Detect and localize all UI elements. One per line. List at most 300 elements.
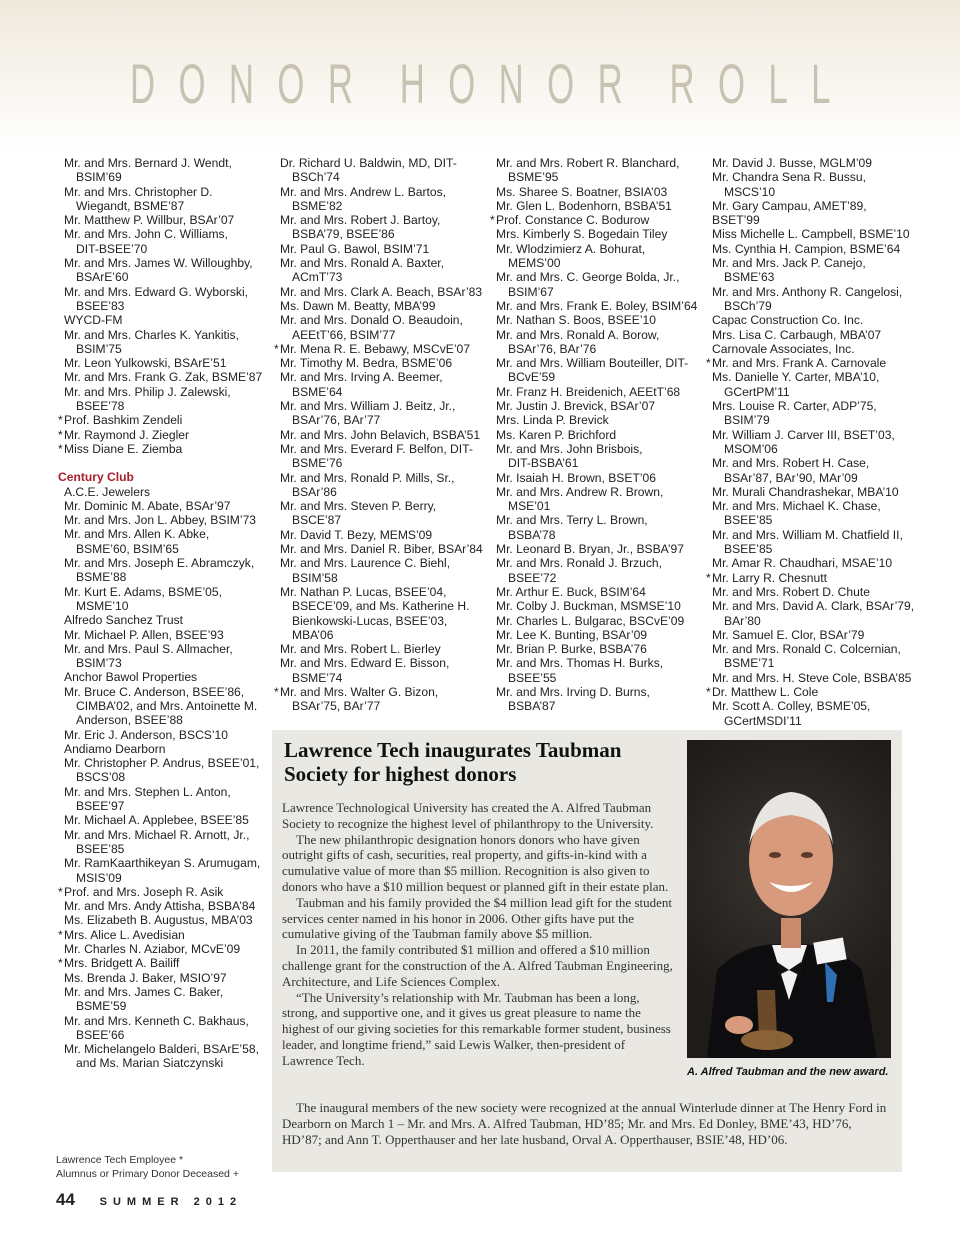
donor-line: Mr. and Mrs. Christopher D. xyxy=(64,184,213,199)
donor-line: Mr. David J. Busse, MGLM’09 xyxy=(712,156,872,170)
donor-line: BSME’64 xyxy=(292,384,343,399)
donor-line: BSEE’85 xyxy=(724,513,773,528)
donor-entry xyxy=(706,685,916,699)
donor-line: Mr. and Mrs. Edward G. Wyborski, xyxy=(64,284,249,299)
donor-entry xyxy=(58,856,268,885)
legend-deceased: Alumnus or Primary Donor Deceased + xyxy=(56,1168,239,1180)
donor-line: Mr. Lee K. Bunting, BSAr’09 xyxy=(496,627,648,642)
donor-entry xyxy=(274,399,484,428)
donor-line: Mr. Justin J. Brevick, BSAr’07 xyxy=(496,399,656,414)
employee-marker: * xyxy=(706,356,711,371)
photo-caption: A. Alfred Taubman and the new award. xyxy=(687,1066,889,1078)
donor-line: BSEE’78 xyxy=(76,399,125,414)
donor-line: Mr. and Mrs. David A. Clark, BSAr’79, xyxy=(712,599,915,614)
title-letter: O xyxy=(178,52,206,115)
donor-entry xyxy=(706,528,916,557)
donor-entry xyxy=(58,899,268,913)
donor-entry xyxy=(58,813,268,827)
portrait-illustration xyxy=(687,740,891,1058)
donor-entry xyxy=(706,313,916,327)
donor-line: MSME’10 xyxy=(76,598,129,613)
donor-line: Mr. Paul G. Bawol, BSIM’71 xyxy=(280,241,430,256)
donor-entry xyxy=(58,913,268,927)
donor-line: GCertPM’11 xyxy=(724,384,790,399)
donor-entry xyxy=(490,442,700,471)
donor-line: BSME’88 xyxy=(76,570,127,585)
donor-line: MBA’06 xyxy=(292,627,334,642)
employee-marker: * xyxy=(58,884,63,899)
donor-line: Mr. and Mrs. William J. Beitz, Jr., xyxy=(280,399,456,414)
donor-entry xyxy=(490,471,700,485)
donor-entry xyxy=(58,613,268,627)
donor-entry xyxy=(706,170,916,199)
donor-entry xyxy=(58,828,268,857)
donor-line: Mrs. Alice L. Avedisian xyxy=(64,927,185,942)
donor-line: Mrs. Bridgett A. Bailiff xyxy=(64,956,180,971)
donor-entry xyxy=(490,428,700,442)
donor-line: CIMBA’02, and Mrs. Antoinette M. xyxy=(76,698,258,713)
donor-line: WYCD-FM xyxy=(64,313,123,328)
donor-entry xyxy=(58,885,268,899)
donor-entry xyxy=(706,499,916,528)
donor-line: BSAr’76, BAr’76 xyxy=(508,341,597,356)
donor-entry xyxy=(490,270,700,299)
donor-line: Mr. RamKaarthikeyan S. Arumugam, xyxy=(64,856,261,871)
donor-entry xyxy=(706,256,916,285)
donor-entry xyxy=(58,328,268,357)
donor-line: Mr. and Mrs. Paul S. Allmacher, xyxy=(64,641,233,656)
title-letter: L xyxy=(811,52,831,115)
donor-line: Mr. and Mrs. William Bouteiller, DIT- xyxy=(496,356,689,371)
donor-line: BSECE’09, and Ms. Katherine H. xyxy=(292,599,470,614)
donor-line: Mr. Arthur E. Buck, BSIM’64 xyxy=(496,584,646,599)
donor-entry xyxy=(706,156,916,170)
donor-column-2 xyxy=(274,156,484,714)
donor-entry xyxy=(706,628,916,642)
employee-marker: * xyxy=(58,427,63,442)
donor-line: Andiamo Dearborn xyxy=(64,741,166,756)
donor-line: Mr. and Mrs. Anthony R. Cangelosi, xyxy=(712,284,903,299)
title-letter: H xyxy=(399,52,425,115)
donor-line: Mr. Bruce C. Anderson, BSEE’86, xyxy=(64,684,245,699)
donor-entry xyxy=(490,556,700,585)
donor-line: Mr. Dominic M. Abate, BSAr’97 xyxy=(64,498,231,513)
donor-line: GCertMSDI’11 xyxy=(724,713,802,728)
donor-entry xyxy=(706,428,916,457)
title-letter: O xyxy=(717,52,746,115)
donor-entry xyxy=(490,585,700,599)
donor-line: BSEE’97 xyxy=(76,799,125,814)
donor-line: AEEtT’66, BSIM’77 xyxy=(292,327,396,342)
donor-line: BSIM’73 xyxy=(76,656,122,671)
donor-line: BSME’74 xyxy=(292,670,343,685)
donor-line: Mr. and Mrs. James C. Baker, xyxy=(64,984,224,999)
donor-line: Mr. and Mrs. H. Steve Cole, BSBA’85 xyxy=(712,670,912,685)
donor-line: Mr. and Mrs. Andrew L. Bartos, xyxy=(280,184,447,199)
donor-entry xyxy=(274,242,484,256)
donor-entry xyxy=(706,328,916,342)
donor-entry xyxy=(706,556,916,570)
donor-entry xyxy=(58,956,268,970)
donor-entry xyxy=(706,571,916,585)
donor-entry xyxy=(58,513,268,527)
legend-employee: Lawrence Tech Employee * xyxy=(56,1154,184,1166)
title-letter: D xyxy=(130,52,156,115)
employee-marker: * xyxy=(706,684,711,699)
donor-entry xyxy=(706,456,916,485)
donor-entry xyxy=(58,971,268,985)
donor-line: BSME’76 xyxy=(292,456,343,471)
donor-line: Alfredo Sanchez Trust xyxy=(64,613,183,628)
donor-line: Ms. Dawn M. Beatty, MBA’99 xyxy=(280,298,436,313)
donor-line: BSEE’83 xyxy=(76,298,125,313)
donor-entry xyxy=(274,313,484,342)
donor-line: Mr. and Mrs. C. George Bolda, Jr., xyxy=(496,270,680,285)
donor-entry xyxy=(58,670,268,684)
donor-line: Mr. and Mrs. Clark A. Beach, BSAr’83 xyxy=(280,284,483,299)
donor-line: Mr. and Mrs. John Belavich, BSBA’51 xyxy=(280,427,481,442)
article-paragraph: Lawrence Technological University has created the A. Alfred Taubman Society to recognize the highest level of philanthropy to the University. xyxy=(282,800,654,831)
donor-entry xyxy=(490,614,700,628)
donor-entry xyxy=(706,370,916,399)
title-letter: O xyxy=(448,52,476,115)
donor-line: Mr. Larry R. Chesnutt xyxy=(712,570,827,585)
donor-line: Mr. and Mrs. Philip J. Zalewski, xyxy=(64,384,231,399)
donor-line: Mr. and Mrs. Jack P. Canejo, xyxy=(712,256,866,271)
donor-line: BSAr’76, BAr’77 xyxy=(292,413,381,428)
donor-line: Mr. Nathan P. Lucas, BSEE’04, xyxy=(280,584,447,599)
donor-line: Mr. and Mrs. Edward E. Bisson, xyxy=(280,656,450,671)
donor-entry xyxy=(274,342,484,356)
donor-line: and Ms. Marian Siatczynski xyxy=(76,1056,224,1071)
article-paragraph: Taubman and his family provided the $4 million lead gift for the student services center named in his honor in 2006. Other gifts have put the cumulative giving of the Taubman family above $5 million. xyxy=(282,894,673,942)
donor-line: Mr. and Mrs. Andy Attisha, BSBA’84 xyxy=(64,899,256,914)
donor-line: Mr. and Mrs. Ronald J. Brzuch, xyxy=(496,556,663,571)
donor-line: MSE’01 xyxy=(508,499,551,514)
article-body xyxy=(282,800,674,1069)
donor-entry xyxy=(274,356,484,370)
donor-entry xyxy=(490,542,700,556)
donor-entry xyxy=(706,599,916,628)
donor-line: Mr. Glen L. Bodenhorn, BSBA’51 xyxy=(496,198,672,213)
donor-line: Mr. Nathan S. Boos, BSEE’10 xyxy=(496,313,656,328)
donor-entry xyxy=(490,599,700,613)
donor-entry xyxy=(274,685,484,714)
donor-line: MSCS’10 xyxy=(724,184,776,199)
donor-entry xyxy=(706,342,916,356)
donor-line: Mr. and Mrs. Stephen L. Anton, xyxy=(64,784,231,799)
donor-entry xyxy=(490,485,700,514)
donor-line: MSIS’09 xyxy=(76,870,122,885)
donor-line: Mr. Michelangelo Balderi, BSArE’58, xyxy=(64,1042,259,1057)
donor-line: Mr. and Mrs. Robert J. Bartoy, xyxy=(280,213,441,228)
donor-entry xyxy=(490,628,700,642)
donor-entry xyxy=(490,356,700,385)
donor-line: Mr. and Mrs. Kenneth C. Bakhaus, xyxy=(64,1013,249,1028)
page-title xyxy=(130,54,831,114)
donor-line: Mr. Timothy M. Bedra, BSME’06 xyxy=(280,356,453,371)
donor-line: BSCh’79 xyxy=(724,298,772,313)
donor-line: Mr. Franz H. Breidenich, AEEtT’68 xyxy=(496,384,681,399)
donor-line: Mr. Mena R. E. Bebawy, MSCvE’07 xyxy=(280,341,470,356)
donor-line: Mrs. Linda P. Brevick xyxy=(496,413,609,428)
donor-line: Mr. and Mrs. Bernard J. Wendt, xyxy=(64,156,232,170)
donor-line: BSEE’66 xyxy=(76,1027,125,1042)
donor-entry xyxy=(490,513,700,542)
donor-entry xyxy=(274,528,484,542)
donor-line: Ms. Elizabeth B. Augustus, MBA’03 xyxy=(64,913,253,928)
donor-entry xyxy=(706,285,916,314)
donor-entry xyxy=(58,928,268,942)
donor-line: Mr. William J. Carver III, BSET’03, xyxy=(712,427,895,442)
employee-marker: * xyxy=(58,413,63,428)
donor-entry xyxy=(58,313,268,327)
title-letter: O xyxy=(277,52,305,115)
donor-line: BSCS’08 xyxy=(76,770,126,785)
donor-entry xyxy=(706,585,916,599)
donor-line: Mr. and Mrs. Terry L. Brown, xyxy=(496,513,648,528)
donor-entry xyxy=(58,485,268,499)
donor-line: BSIM’79 xyxy=(724,413,770,428)
employee-marker: * xyxy=(58,927,63,942)
donor-line: BSME’95 xyxy=(508,170,559,185)
donor-column-1 xyxy=(58,156,268,1071)
donor-entry xyxy=(490,227,700,241)
donor-entry xyxy=(58,227,268,256)
donor-entry xyxy=(58,356,268,370)
donor-entry xyxy=(490,313,700,327)
employee-marker: * xyxy=(490,213,495,228)
donor-entry xyxy=(58,685,268,728)
donor-line: Capac Construction Co. Inc. xyxy=(712,313,864,328)
donor-line: Dr. Richard U. Baldwin, MD, DIT- xyxy=(280,156,457,170)
donor-column-3 xyxy=(490,156,700,714)
donor-line: Mr. Michael A. Applebee, BSEE’85 xyxy=(64,813,249,828)
employee-marker: * xyxy=(58,956,63,971)
donor-line: BSAr’86 xyxy=(292,484,337,499)
donor-entry xyxy=(490,299,700,313)
donor-line: Mr. Murali Chandrashekar, MBA’10 xyxy=(712,484,899,499)
donor-line: Prof. Bashkim Zendeli xyxy=(64,413,183,428)
donor-line: BSME’60, BSIM’65 xyxy=(76,541,179,556)
donor-line: Miss Michelle L. Campbell, BSME’10 xyxy=(712,227,910,242)
donor-entry xyxy=(490,213,700,227)
donor-line: Mr. Chandra Sena R. Bussu, xyxy=(712,170,866,185)
donor-line: BSAr’75, BAr’77 xyxy=(292,699,381,714)
donor-line: Mr. Eric J. Anderson, BSCS’10 xyxy=(64,727,229,742)
donor-line: Mr. Charles N. Aziabor, MCvE’09 xyxy=(64,942,241,957)
donor-column-4 xyxy=(706,156,916,728)
donor-entry xyxy=(706,227,916,241)
legend xyxy=(56,1153,239,1181)
donor-entry xyxy=(490,642,700,656)
donor-line: Mr. Raymond J. Ziegler xyxy=(64,427,190,442)
donor-entry xyxy=(274,156,484,185)
title-letter: O xyxy=(547,52,575,115)
donor-entry xyxy=(58,370,268,384)
donor-entry xyxy=(706,642,916,671)
donor-line: Mr. and Mrs. James W. Willoughby, xyxy=(64,256,253,271)
donor-entry xyxy=(490,199,700,213)
donor-line: Mrs. Kimberly S. Bogedain Tiley xyxy=(496,227,668,242)
donor-line: Mr. and Mrs. Andrew R. Brown, xyxy=(496,484,664,499)
donor-line: Mr. Brian P. Burke, BSBA’76 xyxy=(496,642,647,657)
donor-line: Mr. and Mrs. Allen K. Abke, xyxy=(64,527,210,542)
donor-entry xyxy=(274,185,484,214)
donor-entry xyxy=(706,399,916,428)
donor-entry xyxy=(274,499,484,528)
donor-entry xyxy=(274,299,484,313)
donor-entry xyxy=(58,499,268,513)
donor-line: BSArE’60 xyxy=(76,270,129,285)
donor-entry xyxy=(706,699,916,728)
donor-line: Prof. Constance C. Bodurow xyxy=(496,213,650,228)
donor-entry xyxy=(58,556,268,585)
donor-line: Mr. and Mrs. Steven P. Berry, xyxy=(280,499,437,514)
donor-entry xyxy=(58,728,268,742)
title-letter: N xyxy=(498,52,524,115)
donor-line: Mr. David T. Bezy, MEMS’09 xyxy=(280,527,433,542)
article-closing-paragraph xyxy=(282,1100,894,1147)
donor-line: BSME’63 xyxy=(724,270,775,285)
article-paragraph: The new philanthropic designation honors donors who have given outright gifts of cash, securities, real property, and gifts-in-kind with a cumulative value of more than $5 million. Recognition is also given to donors who have a $10 million bequest or planned gift in their estate plan. xyxy=(282,831,669,894)
donor-entry xyxy=(274,642,484,656)
donor-entry xyxy=(706,485,916,499)
employee-marker: * xyxy=(706,570,711,585)
donor-line: BSEE’85 xyxy=(76,841,125,856)
donor-line: Mr. and Mrs. Irving A. Beemer, xyxy=(280,370,443,385)
donor-line: Mr. Christopher P. Andrus, BSEE’01, xyxy=(64,756,260,771)
donor-line: Mr. and Mrs. Robert L. Bierley xyxy=(280,642,441,657)
donor-line: Mr. and Mrs. Irving D. Burns, xyxy=(496,684,650,699)
donor-line: Dr. Matthew L. Cole xyxy=(712,684,819,699)
donor-entry xyxy=(490,413,700,427)
donor-line: Carnovale Associates, Inc. xyxy=(712,341,855,356)
donor-entry xyxy=(58,285,268,314)
donor-entry xyxy=(706,671,916,685)
donor-line: Mr. Matthew P. Willbur, BSAr’07 xyxy=(64,213,235,228)
donor-entry xyxy=(58,742,268,756)
donor-entry xyxy=(490,185,700,199)
donor-entry xyxy=(274,471,484,500)
donor-line: Mr. and Mrs. Michael R. Arnott, Jr., xyxy=(64,827,250,842)
donor-entry xyxy=(58,985,268,1014)
donor-entry xyxy=(58,642,268,671)
donor-line: BSIM’75 xyxy=(76,341,122,356)
employee-marker: * xyxy=(274,341,279,356)
donor-line: Mr. and Mrs. Robert H. Case, xyxy=(712,456,870,471)
donor-entry xyxy=(58,413,268,427)
page-footer xyxy=(56,1190,242,1210)
donor-line: Mr. Leon Yulkowski, BSArE’51 xyxy=(64,356,227,371)
donor-line: Mr. Isaiah H. Brown, BSET’06 xyxy=(496,470,656,485)
donor-line: MEMS’00 xyxy=(508,256,561,271)
donor-line: BSEE’85 xyxy=(724,542,773,557)
donor-entry xyxy=(274,556,484,585)
donor-line: Mrs. Lisa C. Carbaugh, MBA’07 xyxy=(712,327,882,342)
donor-line: Mr. and Mrs. John C. Williams, xyxy=(64,227,228,242)
donor-line: Bienkowski-Lucas, BSEE’03, xyxy=(292,613,448,628)
donor-line: BSIM’67 xyxy=(508,284,554,299)
donor-entry xyxy=(706,242,916,256)
donor-entry xyxy=(490,399,700,413)
donor-line: Anderson, BSEE’88 xyxy=(76,713,183,728)
employee-marker: * xyxy=(58,441,63,456)
donor-line: Mr. and Mrs. Everard F. Belfon, DIT- xyxy=(280,441,473,456)
title-letter: R xyxy=(597,52,623,115)
issue-season: SUMMER 2012 xyxy=(99,1196,243,1208)
donor-entry xyxy=(58,185,268,214)
donor-entry xyxy=(58,442,268,456)
donor-entry xyxy=(490,328,700,357)
donor-line: BSBA’79, BSEE’86 xyxy=(292,227,395,242)
donor-entry xyxy=(58,385,268,414)
title-letter: N xyxy=(228,52,254,115)
title-letter: R xyxy=(327,52,353,115)
donor-line: BAr’80 xyxy=(724,613,761,628)
donor-line: Mrs. Louise R. Carter, ADP’75, xyxy=(712,399,877,414)
donor-line: Mr. and Mrs. Walter G. Bizon, xyxy=(280,684,439,699)
donor-line: Ms. Brenda J. Baker, MSIO’97 xyxy=(64,970,227,985)
donor-line: Mr. Leonard B. Bryan, Jr., BSBA’97 xyxy=(496,542,684,557)
donor-line: Wiegandt, BSME’87 xyxy=(76,198,185,213)
donor-line: Anchor Bawol Properties xyxy=(64,670,198,685)
donor-entry xyxy=(58,213,268,227)
donor-entry xyxy=(58,942,268,956)
donor-entry xyxy=(706,199,916,228)
donor-line: Prof. and Mrs. Joseph R. Asik xyxy=(64,884,224,899)
donor-entry xyxy=(58,1014,268,1043)
section-heading: Century Club xyxy=(58,470,134,485)
donor-line: Mr. and Mrs. Robert D. Chute xyxy=(712,584,870,599)
donor-entry xyxy=(490,385,700,399)
donor-line: Mr. and Mrs. John Brisbois, xyxy=(496,441,643,456)
donor-line: Mr. Michael P. Allen, BSEE’93 xyxy=(64,627,224,642)
donor-line: Mr. Wlodzimierz A. Bohurat, xyxy=(496,241,646,256)
donor-line: Mr. and Mrs. Frank E. Boley, BSIM’64 xyxy=(496,298,698,313)
donor-line: DIT-BSBA’61 xyxy=(508,456,579,471)
donor-line: Mr. and Mrs. Ronald A. Baxter, xyxy=(280,256,445,271)
donor-line: Mr. and Mrs. Charles K. Yankitis, xyxy=(64,327,239,342)
donor-line: BSCE’87 xyxy=(292,513,342,528)
page-number: 44 xyxy=(56,1190,75,1209)
donor-line: MSOM’06 xyxy=(724,441,778,456)
donor-entry xyxy=(58,585,268,614)
donor-entry xyxy=(58,527,268,556)
donor-line: BSIM’58 xyxy=(292,570,338,585)
donor-line: BSBA’87 xyxy=(508,699,556,714)
article-paragraph: In 2011, the family contributed $1 million and offered a $10 million challenge grant for the construction of the A. Alfred Taubman Engineering, Architecture, and Life Sciences Complex. xyxy=(282,942,673,989)
donor-entry xyxy=(274,442,484,471)
donor-line: Mr. and Mrs. Thomas H. Burks, xyxy=(496,656,664,671)
article-paragraph: “The University’s relationship with Mr. Taubman has been a long, strong, and supportive one, and it gives us great pleasure to name the highest of our giving societies for this remarkable former student, business leader, and longtime friend,” said Lewis Walker, then-president of Lawrence Tech. xyxy=(282,989,671,1068)
donor-entry xyxy=(58,256,268,285)
donor-entry xyxy=(58,756,268,785)
donor-entry xyxy=(490,242,700,271)
donor-entry xyxy=(274,656,484,685)
donor-line: Mr. and Mrs. Joseph E. Abramczyk, xyxy=(64,556,255,571)
donor-line: BSEE’55 xyxy=(508,670,557,685)
donor-line: BCvE’59 xyxy=(508,370,556,385)
donor-line: Mr. and Mrs. Donald O. Beaudoin, xyxy=(280,313,463,328)
donor-line: Miss Diane E. Ziemba xyxy=(64,441,183,456)
donor-line: Mr. and Mrs. Michael K. Chase, xyxy=(712,499,881,514)
donor-line: DIT-BSEE’70 xyxy=(76,241,148,256)
donor-line: BSME’59 xyxy=(76,999,127,1014)
donor-line: Mr. and Mrs. Daniel R. Biber, BSAr’84 xyxy=(280,542,483,557)
donor-line: BSBA’78 xyxy=(508,527,556,542)
donor-entry xyxy=(58,156,268,185)
